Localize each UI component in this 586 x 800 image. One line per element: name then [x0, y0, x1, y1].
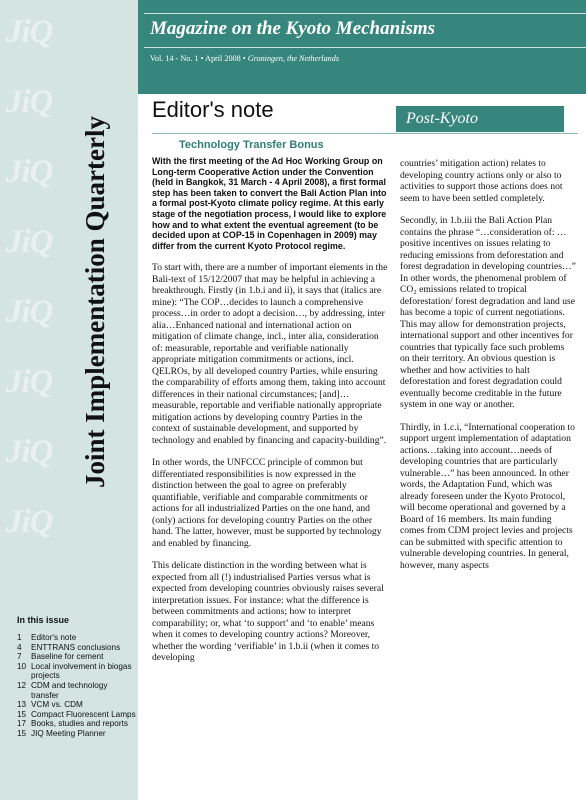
place-text: Groningen, the Netherlands: [247, 54, 340, 63]
toc-page-number: 17: [17, 719, 27, 729]
watermark-logo: JiQ: [6, 84, 53, 120]
sidebar: [0, 0, 138, 800]
watermark-logo: JiQ: [6, 154, 53, 190]
toc-item-label: CDM and technology transfer: [31, 680, 108, 700]
toc-item[interactable]: [17, 729, 137, 739]
toc-page-number: 15: [17, 709, 27, 719]
toc-item[interactable]: [17, 700, 137, 710]
watermark-logo: JiQ: [6, 294, 53, 330]
watermark-logo: JiQ: [6, 224, 53, 260]
watermark-logo: JiQ: [6, 14, 53, 50]
divider: [144, 13, 586, 14]
magazine-title: Magazine on the Kyoto Mechanisms: [150, 18, 436, 39]
toc-item-label: Baseline for cement: [31, 652, 104, 662]
divider: [152, 133, 578, 134]
publication-title: Joint Implementation Quarterly: [79, 116, 110, 488]
toc-page-number: 7: [17, 652, 22, 662]
toc-item-label: VCM vs. CDM: [31, 700, 83, 710]
toc-page-number: 10: [17, 661, 27, 671]
watermark-logo: JiQ: [6, 364, 53, 400]
toc-item-label: JIQ Meeting Planner: [31, 728, 106, 738]
toc-item-label: Editor's note: [31, 633, 77, 642]
toc-page-number: 12: [17, 680, 27, 690]
paragraph: Thirdly, in 1.c.i, “International cooperation to support urgent implementation of adaptation actions…taking into account…needs of developing countries that are particularly vulnerable…” has been announced. In other words, the Adaptation Fund, which was already foreseen under the Kyoto Protocol, will become operational and governed by a Board of 16 members. Its main funding comes from CDM project levies and projects can be submitted with specific attention to vulnerable developing countries. In general, however, many aspects: [400, 421, 575, 571]
toc-item[interactable]: [17, 633, 137, 643]
toc-item[interactable]: [17, 719, 137, 729]
toc-item-label: ENTTRANS conclusions: [31, 642, 121, 652]
in-this-issue-heading: In this issue: [17, 615, 70, 625]
paragraph: Secondly, in 1.b.iii the Bali Action Plan contains the phrase “…consideration of: …positive incentives on issues relating to reducing emissions from deforestation and forest degradation in developing countries…” In other words, the phenomenal problem of CO₂ emissions related to tropical deforestation/ forest degradation and land use has become a topic of current negotiations. This may allow for demonstration projects, international support and other incentives for countries that typically face such problems on their territory. An obvious question is whether and how activities to halt deforestation and forest degradation could eventually become creditable in the future system in one way or another.: [400, 215, 576, 410]
toc-item[interactable]: [17, 652, 137, 662]
page-title: Editor's note: [152, 97, 274, 122]
toc-item[interactable]: [17, 710, 137, 720]
toc-item-label: Local involvement in biogas projects: [31, 661, 132, 681]
toc-page-number: 13: [17, 700, 27, 710]
toc-item-label: Books, studies and reports: [31, 719, 128, 729]
article-column-2: [400, 158, 576, 582]
issue-info: [150, 54, 339, 63]
article-subtitle: Technology Transfer Bonus: [179, 139, 324, 151]
toc-list: [17, 633, 137, 739]
toc-page-number: 1: [17, 633, 22, 642]
toc-item[interactable]: [17, 662, 137, 681]
toc-page-number: 15: [17, 728, 27, 738]
article-column-1: [152, 156, 389, 675]
toc-item[interactable]: [17, 643, 137, 653]
paragraph: This delicate distinction in the wording between what is expected from all (!) industrialised Parties versus what is expected from developing countries obviously raises several interpretation issues. For instance: what the difference is between commitments and actions; how to interpret comparability; or, what ‘to support’ and ‘to enable’ means when it comes to developing country actions? Moreover, whether the wording ‘verifiable’ in 1.b.ii (when it comes to developing: [152, 560, 384, 664]
in-this-issue: [17, 615, 137, 739]
watermark-logo: JiQ: [6, 504, 53, 540]
paragraph: In other words, the UNFCCC principle of common but differentiated responsibilities is now expressed in the distinction between the goal to agree on preferably quantifiable, verifiable and comparable commitments or actions for all industrialized Parties on the one hand, and (only) actions for developing country Parties on the other hand. The latter, however, must be supported by technology and enabled by financing.: [152, 457, 382, 549]
divider: [144, 47, 586, 48]
volume-text: Vol. 14 - No. 1 • April 2008 •: [150, 54, 248, 63]
masthead: [138, 0, 586, 94]
section-badge: Post-Kyoto: [396, 106, 564, 132]
toc-item[interactable]: [17, 681, 137, 700]
paragraph: countries’ mitigation action) relates to developing country actions only or also to activities to support those actions does not seem to have been settled completely.: [400, 158, 563, 204]
toc-item-label: Compact Fluorescent Lamps: [31, 709, 136, 719]
lead-paragraph: With the first meeting of the Ad Hoc Working Group on Long-term Cooperative Action under the Convention (held in Bangkok, 31 March - 4 April 2008), a first formal step has been taken to convert the Bali Action Plan into a formal post-Kyoto climate policy regime. At this early stage of the negotiation process, I would like to explore how and to what extent the eventual agreement (to be decided upon at COP-15 in Copenhagen in 2009) may differ from the current Kyoto Protocol regime.: [152, 156, 387, 251]
toc-page-number: 4: [17, 642, 22, 652]
paragraph: To start with, there are a number of important elements in the Bali-text of 15/12/2007 that may be helpful in achieving a breakthrough. Firstly (in 1.b.i and ii), it says that (italics are mine): “The COP…decides to launch a comprehensive process…in order to adopt a decision…, by addressing, inter alia…Enhanced national and international action on mitigation of climate change, incl., inter alia, consideration of: measurable, reportable and verifiable nationally appropriate mitigation commitments or actions, incl. QELROs, by all developed country Parties, while ensuring the comparability of efforts among them, taking into account differences in their national circumstances; [and]… measurable, reportable and verifiable nationally appropriate mitigation actions by developing country Parties in the context of sustainable development, and supported by technology and enabled by financing and capacity-building”.: [152, 262, 388, 446]
watermark-logo: JiQ: [6, 434, 53, 470]
